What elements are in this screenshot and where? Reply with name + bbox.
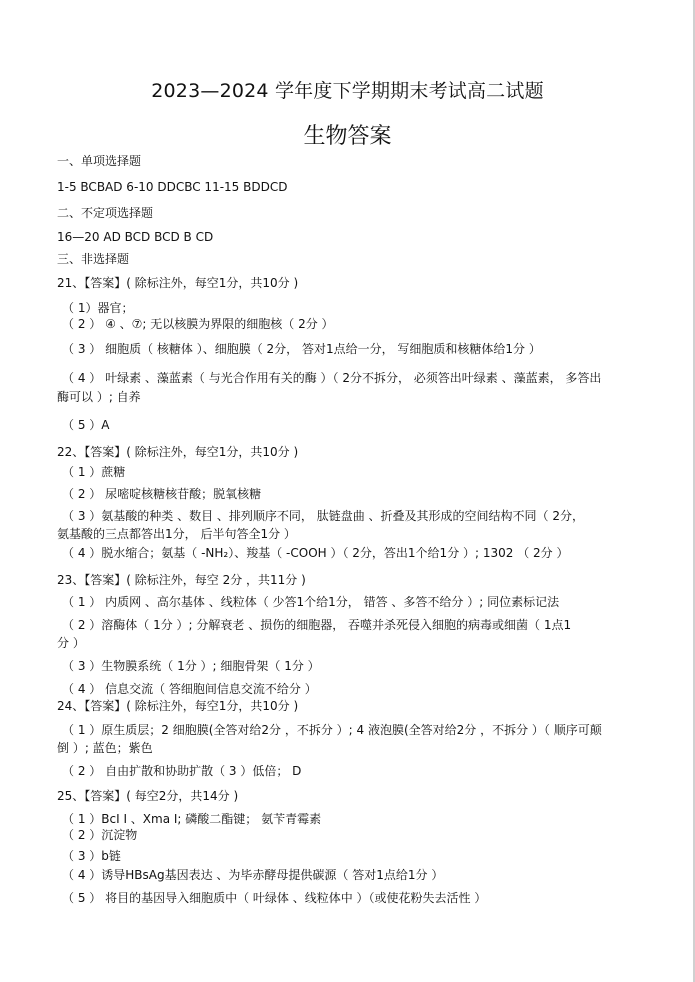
q23-line-3: （ 3 ）生物膜系统（ 1分 ）; 细胞骨架（ 1分 ） [62,659,320,673]
q21-line-5: （ 5 ）A [62,418,110,432]
section2-heading: 二、不定项选择题 [57,206,154,220]
q21-line-4: （ 4 ） 叶绿素 、藻蓝素（ 与光合作用有关的酶 ）（ 2分不拆分， 必须答出叶绿素 、藻蓝素， 多答出 [62,371,602,385]
q22-line-3b: 氨基酸的三点都答出1分， 后半句答全1分 ） [57,527,296,541]
q22-line-4: （ 4 ）脱水缩合；氨基（ -NH₂）、羧基（ -COOH ）（ 2分，答出1个给1分 ）; 1302 （ 2分 ） [62,546,569,560]
q21-line-1: （ 1）器官； [62,301,134,315]
q21-heading: 21、【答案】( 除标注外，每空1分，共10分 ) [57,276,299,290]
q23-line-1: （ 1 ） 内质网 、高尔基体 、线粒体（ 少答1个给1分， 错答 、多答不给分 ）; 同位素标记法 [62,595,560,609]
q24-line-2: （ 2 ） 自由扩散和协助扩散（ 3 ）低倍； D [62,764,302,778]
q25-line-3: （ 3 ）b链 [62,849,121,863]
q22-line-3: （ 3 ）氨基酸的种类 、数目 、排列顺序不同， 肽链盘曲 、折叠及其形成的空间结构不同（ 2分， [62,509,584,523]
section3-heading: 三、非选择题 [57,252,130,266]
q25-line-4: （ 4 ）诱导HBsAg基因表达 、为毕赤酵母提供碳源（ 答对1点给1分 ） [62,868,444,882]
q21-line-3: （ 3 ） 细胞质（ 核糖体 ）、细胞膜（ 2分， 答对1点给一分， 写细胞质和核糖体给1分 ） [62,342,541,356]
page-title: 2023—2024 学年度下学期期末考试高二试题 [151,80,544,102]
q24-line-1b: 倒 ）; 蓝色；紫色 [57,741,153,755]
section1-heading: 一、单项选择题 [57,154,142,168]
q23-line-4: （ 4 ） 信息交流（ 答细胞间信息交流不给分 ） [62,682,317,696]
q21-line-2: （ 2 ） ④ 、⑦; 无以核膜为界限的细胞核（ 2分 ） [62,317,334,331]
q25-line-2: （ 2 ）沉淀物 [62,828,138,842]
q25-line-5: （ 5 ） 将目的基因导入细胞质中（ 叶绿体 、线粒体中 ）（或使花粉失去活性 ） [62,891,487,905]
q21-line-4b: 酶可以 ）; 自养 [57,390,141,404]
q23-line-2b: 分 ） [57,636,85,650]
q25-heading: 25、【答案】( 每空2分，共14分 ) [57,789,239,803]
q23-line-2: （ 2 ）溶酶体（ 1分 ）; 分解衰老 、损伤的细胞器， 吞噬并杀死侵入细胞的病毒或细菌（ 1点1 [62,618,572,632]
section1-answers: 1-5 BCBAD 6-10 DDCBC 11-15 BDDCD [57,180,288,194]
section2-answers: 16—20 AD BCD BCD B CD [57,230,214,244]
q22-heading: 22、【答案】( 除标注外，每空1分，共10分 ) [57,445,299,459]
q23-heading: 23、【答案】( 除标注外，每空 2分 ，共11分 ) [57,573,306,587]
q22-line-1: （ 1 ）蔗糖 [62,465,126,479]
q24-heading: 24、【答案】( 除标注外，每空1分，共10分 ) [57,699,299,713]
q24-line-1: （ 1 ）原生质层；2 细胞膜(全答对给2分 ，不拆分 ）; 4 液泡膜(全答对给2分 ，不拆分 ）（ 顺序可颠 [62,723,602,737]
q22-line-2: （ 2 ） 尿嘧啶核糖核苷酸；脱氧核糖 [62,487,262,501]
q25-line-1: （ 1 ）BcI Ⅰ 、Xma Ⅰ; 磷酸二酯键； 氨苄青霉素 [62,812,322,826]
page-subtitle: 生物答案 [303,124,392,149]
